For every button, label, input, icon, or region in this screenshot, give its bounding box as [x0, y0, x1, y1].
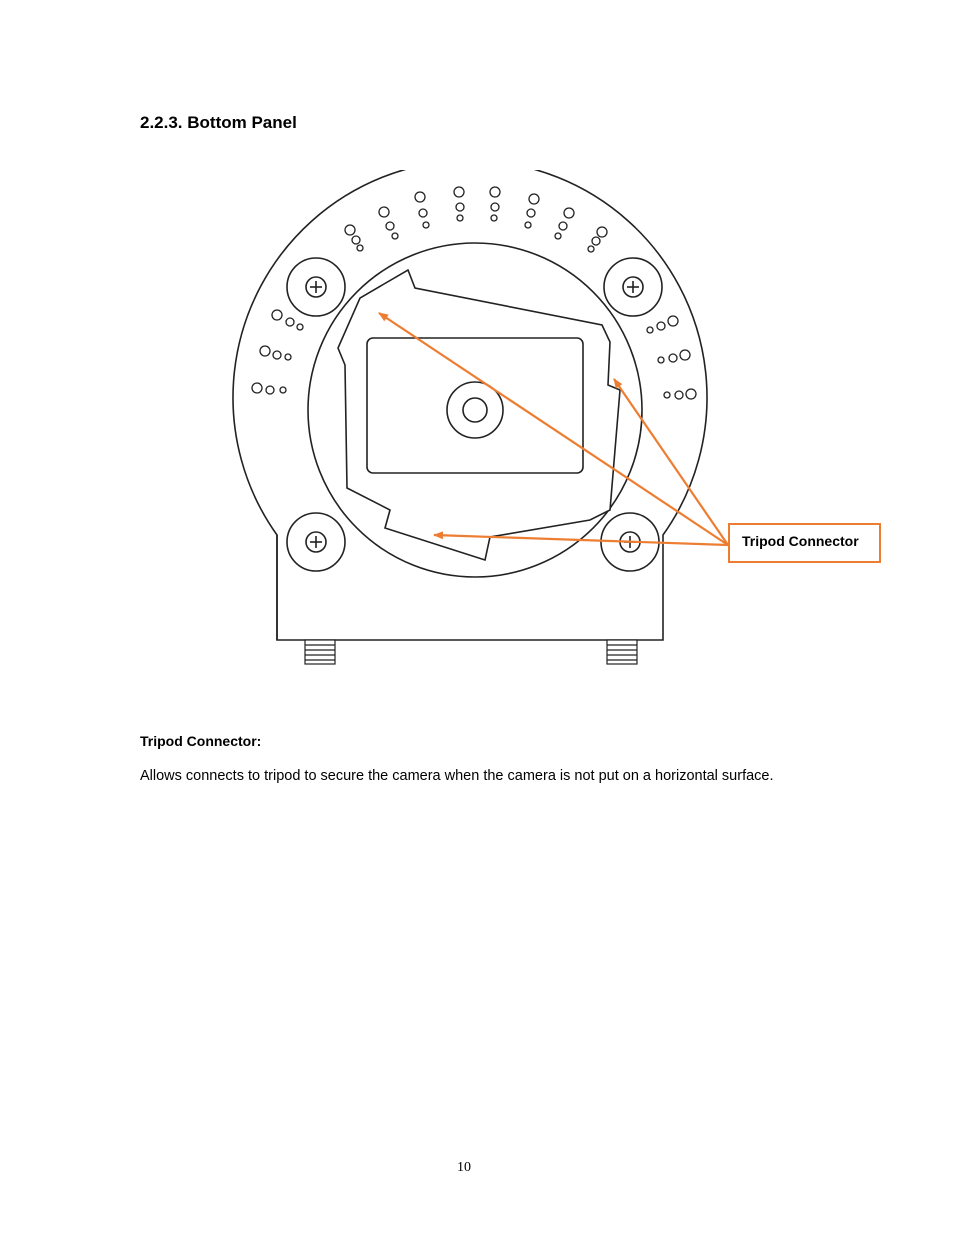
- page-number: 10: [457, 1160, 471, 1175]
- camera-bottom-drawing: [230, 170, 720, 675]
- tripod-connector-callout: Tripod Connector: [728, 523, 881, 563]
- description-term: Tripod Connector:: [140, 733, 262, 749]
- antenna-connector-icon: [305, 640, 335, 664]
- bottom-panel-figure: [230, 170, 720, 675]
- description-text: Allows connects to tripod to secure the camera when the camera is not put on a horizontal surface.: [140, 768, 774, 784]
- antenna-connector-icon: [607, 640, 637, 664]
- section-heading: 2.2.3. Bottom Panel: [140, 113, 297, 132]
